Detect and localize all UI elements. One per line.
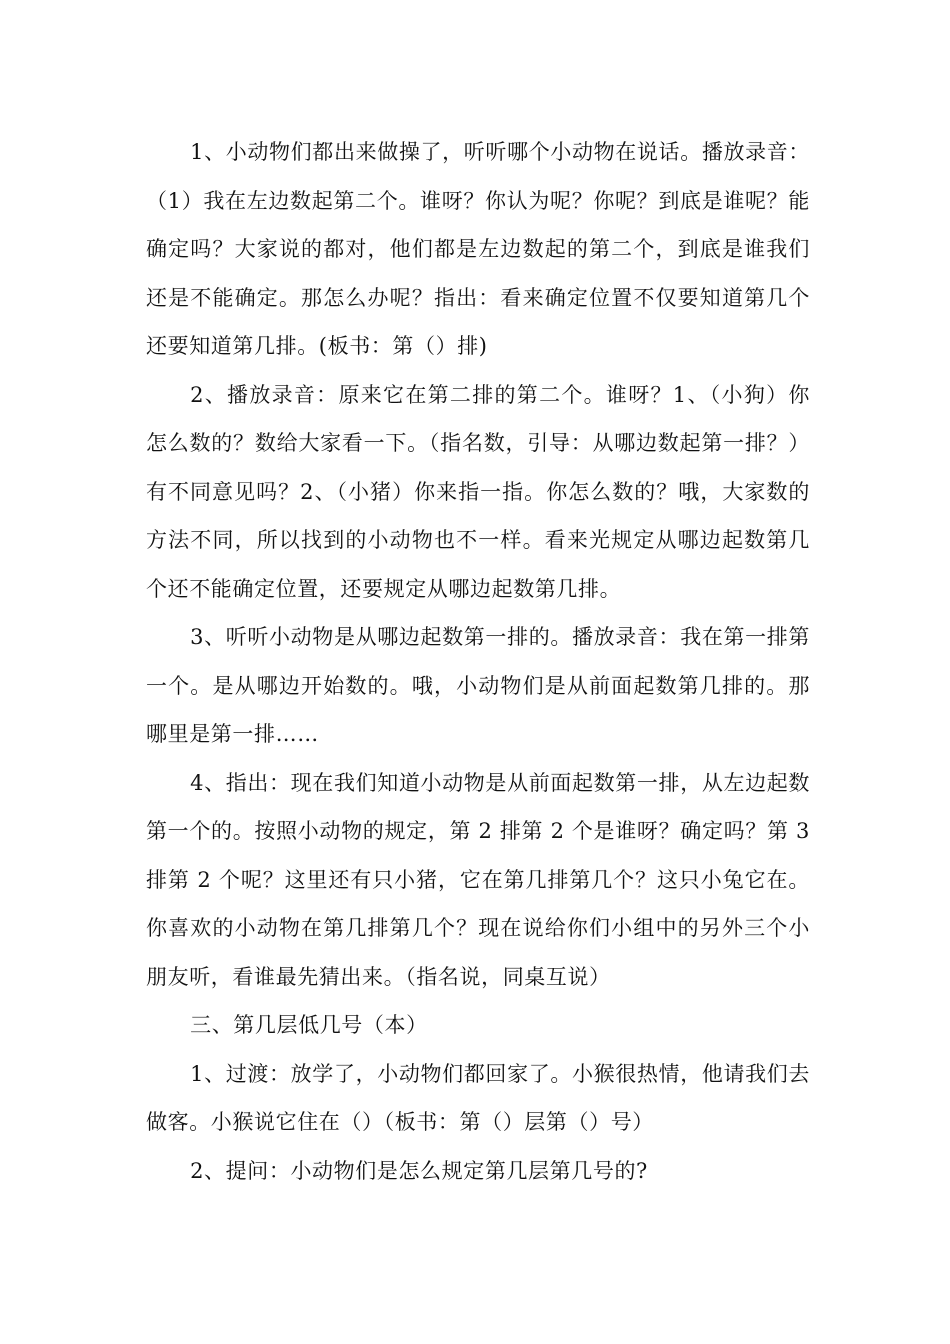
paragraph-4: 4、指出：现在我们知道小动物是从前面起数第一排，从左边起数第一个的。按照小动物的规定，第 2 排第 2 个是谁呀？确定吗？第 3 排第 2 个呢？这里还有只小猪，它在第几排第几个？这只小兔它在。你喜欢的小动物在第几排第几个？现在说给你们小组中的另外三个小朋友听，看谁最先猜出来。（指名说，同桌互说） [146, 770, 810, 989]
paragraph-6: 2、提问：小动物们是怎么规定第几层第几号的? [190, 1158, 648, 1183]
paragraph-2: 2、播放录音：原来它在第二排的第二个。谁呀？1、（小狗）你怎么数的？数给大家看一下。（指名数，引导：从哪边数起第一排？）有不同意见吗？2、（小猪）你来指一指。你怎么数的？哦，大家数的方法不同，所以找到的小动物也不一样。看来光规定从哪边起数第几个还不能确定位置，还要规定从哪边起数第几排。 [146, 382, 810, 601]
section-heading: 三、第几层低几号（本） [190, 1013, 428, 1037]
paragraph-1: 1、小动物们都出来做操了，听听哪个小动物在说话。播放录音：（1）我在左边数起第二个。谁呀？你认为呢？你呢？到底是谁呢？能确定吗？大家说的都对，他们都是左边数起的第二个，到底是谁我们还是不能确定。那怎么办呢？指出：看来确定位置不仅要知道第几个还要知道第几排。(板书：第（）排) [146, 140, 810, 358]
paragraph-3: 3、听听小动物是从哪边起数第一排的。播放录音：我在第一排第一个。是从哪边开始数的。哦，小动物们是从前面起数第几排的。那哪里是第一排…… [146, 625, 810, 746]
paragraph-5: 1、过渡：放学了，小动物们都回家了。小猴很热情，他请我们去做客。小猴说它住在（）（板书：第（）层第（）号） [146, 1061, 810, 1134]
document-body [146, 128, 810, 1195]
